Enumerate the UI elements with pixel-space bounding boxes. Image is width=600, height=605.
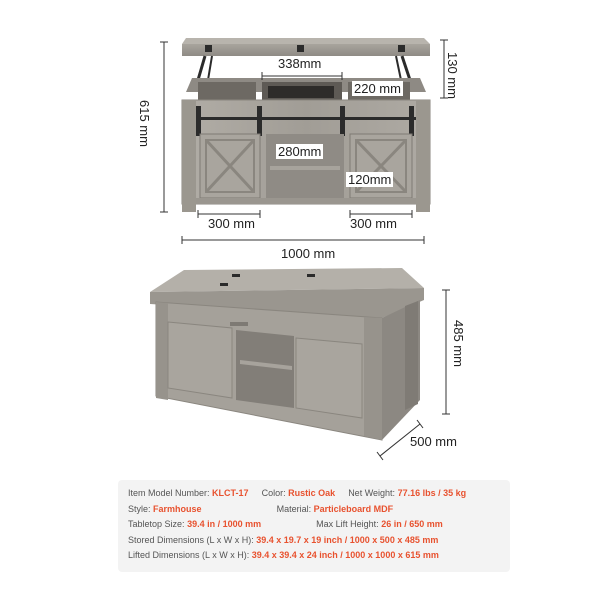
stored-right-door (296, 338, 362, 418)
left-barn-door (200, 134, 260, 198)
stored-left-door (168, 322, 232, 398)
handle-notch-icon (230, 322, 248, 326)
door-hanger-icon (409, 106, 414, 136)
hinge-icon (297, 45, 304, 52)
stored-dimensions-value: 39.4 x 19.7 x 19 inch / 1000 x 500 x 485 mm (256, 534, 439, 545)
weight-value: 77.16 lbs / 35 kg (397, 488, 467, 498)
style-label: Style: (128, 503, 151, 514)
inner-width-label: 338mm (278, 56, 322, 71)
bottom-rail (196, 198, 416, 204)
lift-value: 26 in / 650 mm (381, 519, 443, 529)
lifted-dimensions-label: Lifted Dimensions (L x W x H): (128, 550, 250, 560)
spec-row-3 (128, 517, 500, 533)
door-hanger-icon (257, 106, 262, 136)
door-hanger-icon (196, 106, 201, 136)
stored-height-label: 485 mm (451, 320, 466, 367)
shelf-height-label: 120mm (348, 172, 392, 187)
door-hanger-icon (340, 106, 345, 136)
middle-shelf-board (270, 166, 340, 170)
specifications-panel (118, 480, 510, 572)
lifted-dimensions-value: 39.4 x 39.4 x 24 inch / 1000 x 1000 x 615 mm (251, 550, 439, 560)
middle-compartment-icon (268, 86, 334, 98)
lifted-tabletop-edge (182, 44, 430, 56)
middle-width-label: 280mm (278, 144, 322, 159)
lift-arm-left-2 (208, 56, 212, 80)
style-value: Farmhouse (153, 503, 202, 514)
hinge-icon (398, 45, 405, 52)
weight-label: Net Weight: (348, 488, 396, 498)
left-storage-well (198, 82, 256, 102)
stored-tabletop-top (150, 268, 424, 292)
top-lift-height-label: 130 mm (445, 52, 460, 99)
left-door-width-label: 300 mm (208, 216, 255, 231)
compartment-depth-label: 220 mm (354, 81, 401, 96)
material-label: Material: (276, 503, 312, 514)
right-door-width-label: 300 mm (350, 216, 397, 231)
model-value: KLCT-17 (212, 488, 249, 498)
lift-arm-left (198, 56, 205, 80)
lift-arm-right (402, 56, 410, 80)
model-label: Item Model Number: (128, 488, 210, 498)
spec-row-2 (128, 502, 500, 518)
spec-row-5 (128, 548, 500, 564)
lift-arm-right-2 (396, 56, 401, 80)
stored-leg-left (156, 302, 168, 400)
stored-leg-right (364, 317, 382, 440)
total-width-label: 1000 mm (281, 246, 336, 261)
stored-table (150, 268, 424, 440)
spec-row-4 (128, 533, 500, 549)
tabletop-label: Tabletop Size: (128, 519, 185, 529)
leg-front-right (416, 100, 430, 212)
hinge-icon (220, 283, 228, 286)
hinge-icon (232, 274, 240, 277)
depth-label: 500 mm (410, 434, 457, 449)
total-height-lifted-label: 615 mm (137, 100, 152, 147)
color-label: Color: (261, 488, 286, 498)
material-value: Particleboard MDF (313, 503, 394, 514)
spec-row-1 (128, 486, 500, 502)
leg-front-left (182, 100, 196, 212)
color-value: Rustic Oak (288, 488, 336, 498)
stored-dimensions-label: Stored Dimensions (L x W x H): (128, 534, 254, 545)
hinge-icon (307, 274, 315, 277)
tabletop-value: 39.4 in / 1000 mm (187, 519, 262, 529)
right-barn-door (350, 134, 412, 198)
hinge-icon (205, 45, 212, 52)
stored-leg-back (405, 301, 418, 410)
barn-door-rail (196, 117, 416, 120)
lift-label: Max Lift Height: (316, 519, 379, 529)
lifted-tabletop-top (182, 38, 430, 44)
